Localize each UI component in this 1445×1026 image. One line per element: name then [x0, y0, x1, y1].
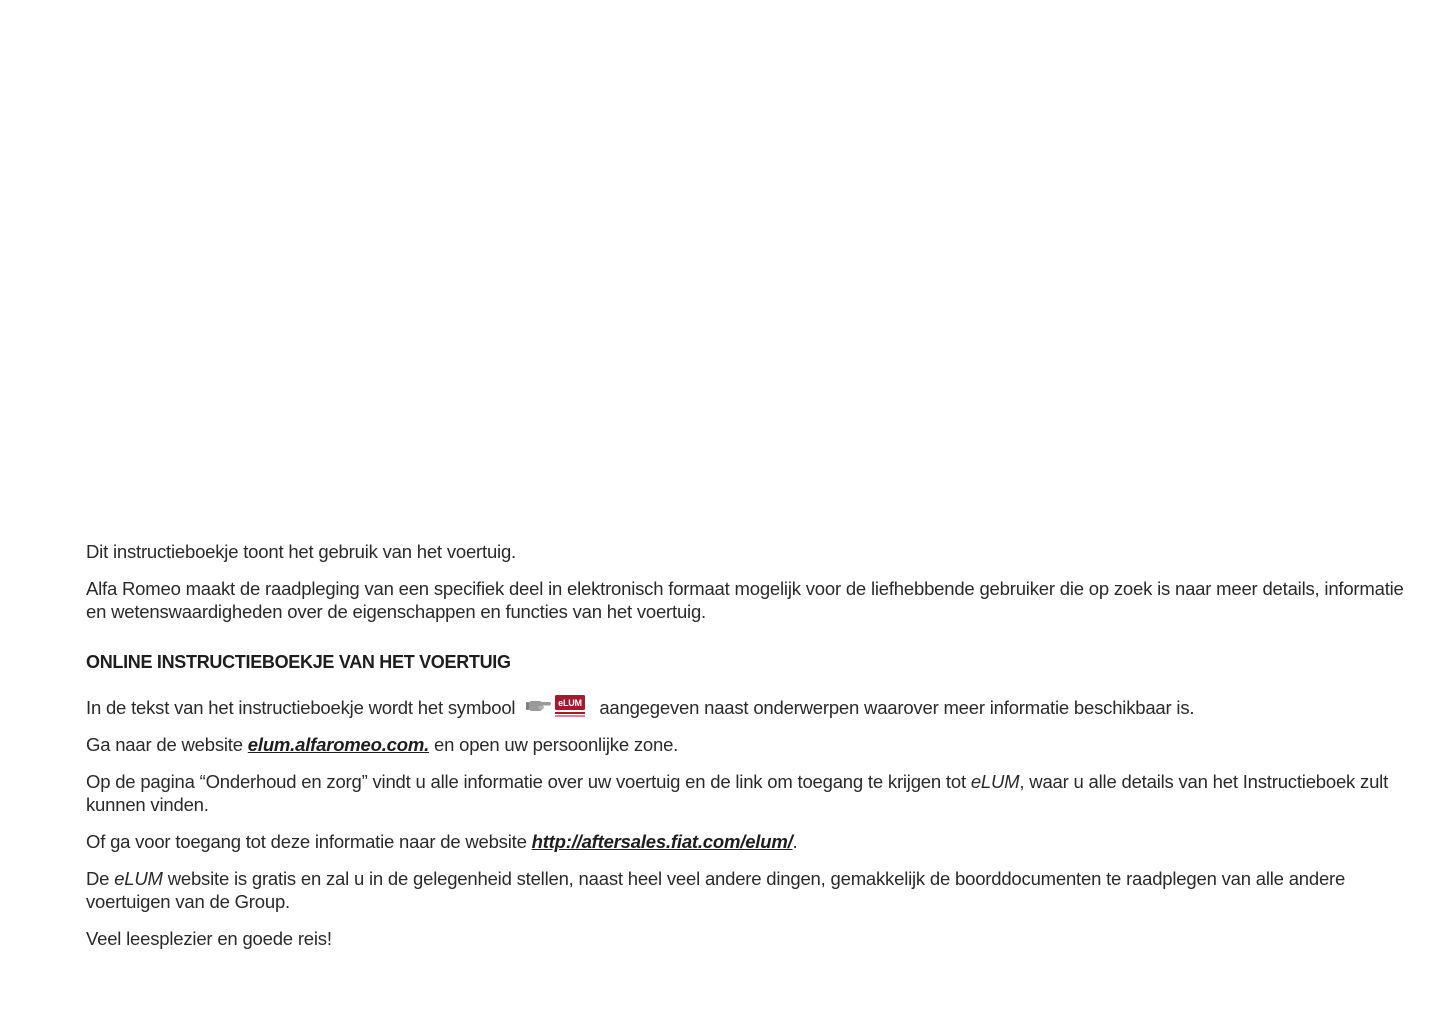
elum-badge-label: eLUM — [558, 698, 583, 709]
website-text-after: en open uw persoonlijke zone. — [429, 734, 679, 755]
closing-text: Veel leesplezier en goede reis! — [86, 928, 332, 949]
aftersales-paragraph — [86, 830, 1416, 853]
website-text-before: Ga naar de website — [86, 734, 243, 755]
symbol-text-before: In de tekst van het instructieboekje wordt het symbool — [86, 697, 516, 718]
aftersales-website-link[interactable]: http://aftersales.fiat.com/elum/ — [531, 831, 793, 852]
maintenance-text-after: , waar u alle details van het Instructieboek zult kunnen vinden. — [86, 771, 1389, 815]
symbol-paragraph — [86, 696, 1416, 719]
section-heading: ONLINE INSTRUCTIEBOEKJE VAN HET VOERTUIG — [86, 652, 511, 672]
intro-paragraph — [86, 540, 1416, 563]
maintenance-text-before: Op de pagina “Onderhoud en zorg” vindt u alle informatie over uw voertuig en de link om toegang te krijgen tot — [86, 771, 971, 792]
elum-website-text-before: De — [86, 868, 115, 889]
elum-term: eLUM — [970, 771, 1020, 792]
description-text: Alfa Romeo maakt de raadpleging van een specifiek deel in elektronisch formaat mogelijk voor de liefhebbende gebruiker die op zoek is naar meer details, informatie en wetenswaardigheden over de eigenschappen en functies van het voertuig. — [86, 578, 1404, 622]
symbol-text-after: aangegeven naast onderwerpen waarover meer informatie beschikbaar is. — [599, 697, 1195, 718]
alfaromeo-website-link[interactable]: elum.alfaromeo.com. — [247, 734, 430, 755]
elum-term-2: eLUM — [114, 868, 163, 889]
closing-paragraph — [86, 927, 1416, 950]
elum-website-paragraph — [86, 867, 1416, 913]
aftersales-text-before: Of ga voor toegang tot deze informatie naar de website — [86, 831, 532, 852]
pointing-hand-icon — [526, 701, 551, 711]
elum-badge — [555, 695, 585, 717]
intro-text: Dit instructieboekje toont het gebruik van het voertuig. — [86, 541, 516, 562]
maintenance-paragraph — [86, 770, 1416, 816]
pointing-hand-elum-icon — [525, 694, 587, 718]
website-paragraph — [86, 733, 1416, 756]
description-paragraph — [86, 577, 1416, 623]
aftersales-text-after: . — [792, 831, 798, 852]
elum-website-text-after: website is gratis en zal u in de gelegenheid stellen, naast heel veel andere dingen, gemakkelijk de boorddocumenten te raadplegen van alle andere voertuigen van de Group. — [86, 868, 1346, 912]
document-body — [86, 540, 1416, 964]
